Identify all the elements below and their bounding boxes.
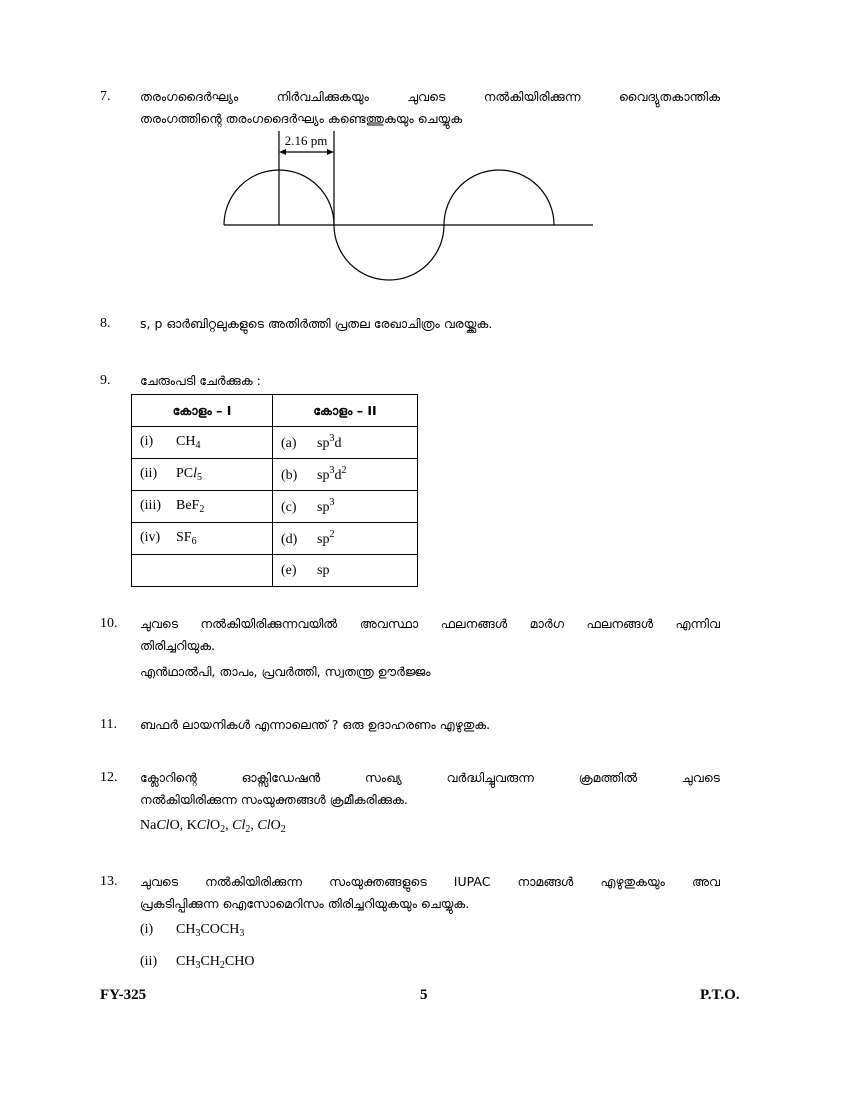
- question-text: ബഫർ ലായനികൾ എന്നാലെന്ത് ? ഒരു ഉദാഹരണം എഴുതുക.: [140, 717, 491, 732]
- question-text-line: തരംഗദൈർഘ്യം നിർവചിക്കുകയും ചുവടെ നൽകിയിരിക്കുന്ന വൈദ്യുതകാന്തിക: [140, 89, 720, 104]
- question-number: 13.: [100, 874, 118, 889]
- table-row: (ii) PCl$_5$ (b) $sp^3d^2$: [132, 459, 418, 491]
- column-1-header: കോളം – I: [132, 395, 273, 427]
- question-text-line: ചുവടെ നൽകിയിരിക്കുന്ന സംയുക്തങ്ങളുടെ IUPAC നാമങ്ങൾ എഴുതുകയും അവ: [140, 874, 720, 889]
- row-label: (b): [281, 468, 298, 483]
- column-2-header: കോളം – II: [273, 395, 418, 427]
- question-10: [100, 613, 720, 683]
- question-number: 11.: [100, 717, 117, 732]
- question-text-line: നൽകിയിരിക്കുന്ന സംയുക്തങ്ങൾ ക്രമീകരിക്കുക.: [140, 792, 408, 807]
- compound: PC: [176, 466, 194, 481]
- hybridisation: sp: [317, 500, 330, 515]
- question-13: [100, 871, 720, 977]
- question-7: [100, 86, 720, 130]
- match-table: [131, 394, 418, 587]
- hybridisation: sp: [317, 532, 330, 547]
- list-item: (ii) $CH_3CH_2CHO$: [140, 954, 255, 971]
- question-number: 7.: [100, 89, 111, 104]
- arrow-head-right: [327, 149, 334, 155]
- compound: SF: [176, 530, 192, 545]
- hybridisation: sp: [317, 436, 330, 451]
- question-number: 12.: [100, 770, 118, 785]
- question-number: 9.: [100, 373, 111, 388]
- question-8: [100, 313, 720, 335]
- wave-crest-2: [444, 170, 554, 225]
- compound: BeF: [176, 498, 200, 513]
- question-text-line: ക്ലോറിന്റെ ഓക്സിഡേഷൻ സംഖ്യ വർദ്ധിച്ചുവരുന്ന ക്രമത്തിൽ ചുവടെ: [140, 770, 720, 785]
- question-text: ചേരുംപടി ചേർക്കുക :: [140, 373, 261, 388]
- row-label: (i): [140, 434, 154, 449]
- question-12: [100, 767, 720, 841]
- question-text-line: ചുവടെ നൽകിയിരിക്കുന്നവയിൽ അവസ്ഥാ ഫലനങ്ങൾ മാർഗ ഫലനങ്ങൾ എന്നിവ: [140, 616, 720, 631]
- row-label: (e): [281, 562, 297, 578]
- question-text-line: എൻഥാൽപി, താപം, പ്രവർത്തി, സ്വതന്ത്ര ഊർജ്ജം: [140, 664, 431, 679]
- question-9: [100, 370, 720, 392]
- row-label: (ii): [140, 466, 158, 481]
- arrow-head-left: [279, 149, 286, 155]
- table-row: (iii) BeF$_2$ (c) $sp^3$: [132, 491, 418, 523]
- page-number: 5: [420, 987, 428, 1003]
- wavelength-label: 2.16 pm: [284, 133, 328, 148]
- compound-list: NaClO, KClO$_2$, $Cl_2$, ClO$_2$: [140, 818, 286, 835]
- question-11: [100, 714, 720, 736]
- row-label: (a): [281, 436, 297, 451]
- table-row: (iv) $SF_6$ (d) $sp^2$: [132, 523, 418, 555]
- pto-label: P.T.O.: [700, 987, 740, 1003]
- row-label: (iv): [140, 530, 161, 545]
- question-number: 8.: [100, 316, 111, 331]
- question-number: 10.: [100, 616, 118, 631]
- hybridisation: sp: [317, 468, 330, 483]
- hybridisation: sp: [317, 562, 330, 578]
- row-label: (iii): [140, 498, 161, 513]
- list-item: (i) $CH_3COCH_3$: [140, 922, 245, 939]
- row-label: (d): [281, 532, 298, 547]
- question-text-line: പ്രകടിപ്പിക്കുന്ന ഐസോമെറിസം തിരിച്ചറിയുകയും ചെയ്യുക.: [140, 896, 470, 911]
- question-text-line: തിരിച്ചറിയുക.: [140, 638, 216, 653]
- row-label: (c): [281, 500, 297, 515]
- table-row: (i) $CH_4$ (a) $sp^3d$: [132, 427, 418, 459]
- paper-code: FY-325: [100, 987, 147, 1003]
- question-text: s, p ഓർബിറ്റലുകളുടെ അതിർത്തി പ്രതല രേഖാചിത്രം വരയ്ക്കുക.: [140, 316, 493, 331]
- table-row: [132, 555, 418, 587]
- question-text-line: തരംഗത്തിന്റെ തരംഗദൈർഘ്യം കണ്ടെത്തുകയും ചെയ്യുക: [140, 111, 463, 126]
- compound: CH: [176, 434, 196, 449]
- wave-trough: [334, 225, 444, 280]
